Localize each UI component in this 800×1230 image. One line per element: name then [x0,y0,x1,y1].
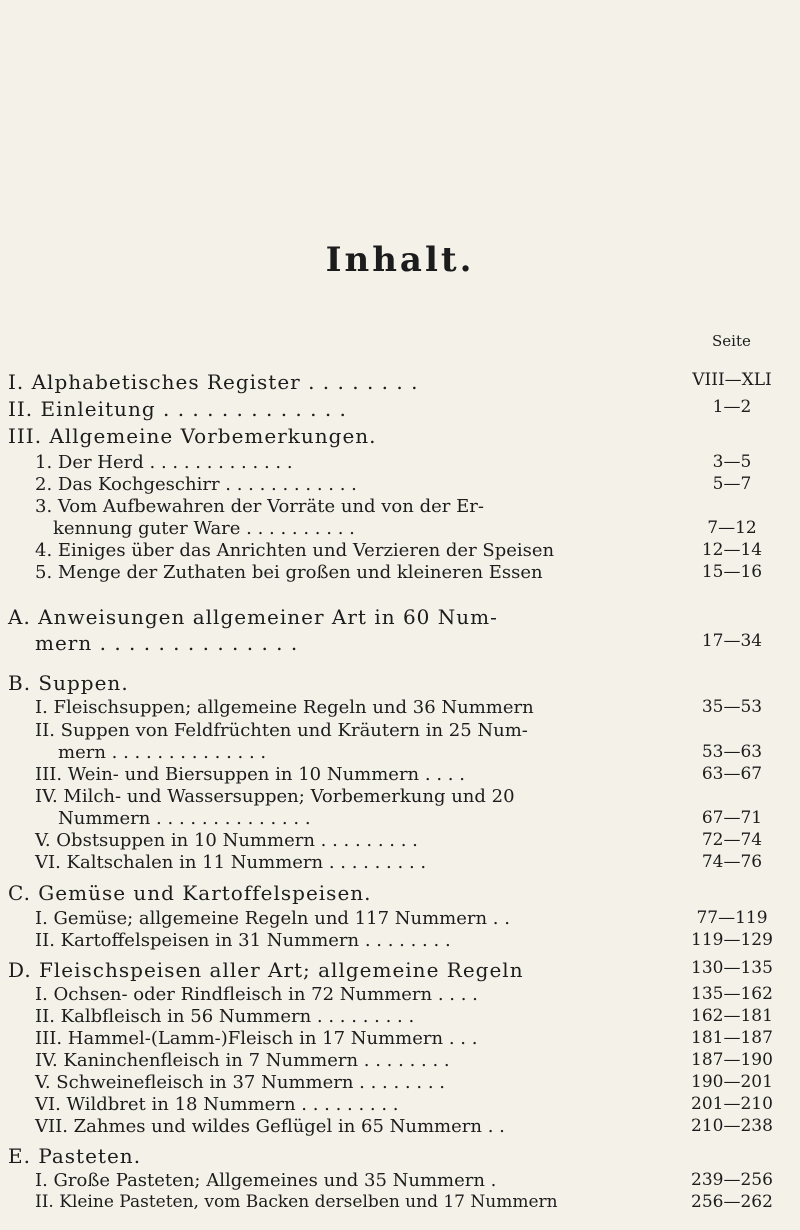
toc-text: B. Suppen. [8,671,129,695]
toc-page: 53—63 [701,742,763,762]
toc-page: 12—14 [701,540,763,560]
toc-entry [0,930,800,956]
toc-page: 77—119 [696,908,768,928]
toc-page: 187—190 [691,1050,773,1070]
toc-page: 63—67 [701,764,763,784]
seite-column-header: Seite [712,332,751,350]
toc-entry [0,370,800,396]
toc-page: 130—135 [691,958,773,978]
toc-text: mern . . . . . . . . . . . . . . [35,631,299,655]
toc-text: E. Pasteten. [8,1144,142,1168]
page-title: Inhalt. [325,240,475,280]
toc-text: IV. Milch- und Wassersuppen; Vorbemerkung und 20 [35,786,515,807]
toc-text: III. Wein- und Biersuppen in 10 Nummern . . . . [35,764,465,785]
toc-text: D. Fleischspeisen aller Art; allgemeine Regeln [8,958,524,982]
toc-text: A. Anweisungen allgemeiner Art in 60 Num- [8,605,498,629]
toc-page: 74—76 [701,852,763,872]
toc-entry [0,852,800,878]
toc-page: 1—2 [712,397,752,417]
toc-page: 239—256 [691,1170,773,1190]
toc-text: II. Kartoffelspeisen in 31 Nummern . . . . . . . . [35,930,451,951]
toc-text: 2. Das Kochgeschirr . . . . . . . . . . . . [35,474,357,495]
toc-text: II. Einleitung . . . . . . . . . . . . . [8,397,347,421]
toc-text: 1. Der Herd . . . . . . . . . . . . . [35,452,293,473]
toc-text: III. Allgemeine Vorbemerkungen. [8,424,377,448]
toc-entry [0,562,800,588]
toc-text: VI. Kaltschalen in 11 Nummern . . . . . . . . . [35,852,427,873]
toc-entry [0,1116,800,1142]
toc-text: VI. Wildbret in 18 Nummern . . . . . . . . . [35,1094,399,1115]
toc-entry [0,605,800,631]
toc-entry [0,424,800,450]
toc-text: III. Hammel-(Lamm-)Fleisch in 17 Nummern . . . [35,1028,478,1049]
toc-text: II. Kalbfleisch in 56 Nummern . . . . . . . . . [35,1006,415,1027]
toc-text: I. Ochsen- oder Rindfleisch in 72 Nummern . . . . [35,984,478,1005]
toc-text: I. Gemüse; allgemeine Regeln und 117 Nummern . . [35,908,510,929]
toc-text: mern . . . . . . . . . . . . . . [58,742,267,763]
toc-text: I. Große Pasteten; Allgemeines und 35 Nummern . [35,1170,497,1191]
toc-text: 5. Menge der Zuthaten bei großen und kleineren Essen [35,562,543,583]
toc-page: 17—34 [701,631,763,651]
toc-entry [0,671,800,697]
toc-text: I. Fleischsuppen; allgemeine Regeln und 36 Nummern [35,697,534,718]
toc-entry [0,397,800,423]
toc-page: 201—210 [691,1094,773,1114]
toc-page: VIII—XLI [692,370,772,390]
toc-text: IV. Kaninchenfleisch in 7 Nummern . . . . . . . . [35,1050,450,1071]
toc-page: 15—16 [701,562,763,582]
toc-page: 210—238 [691,1116,773,1136]
toc-page: 181—187 [691,1028,773,1048]
toc-page: 3—5 [712,452,752,472]
toc-entry [0,958,800,984]
toc-page: 72—74 [701,830,763,850]
toc-entry [0,1144,800,1170]
toc-entry [0,631,800,657]
toc-text: 4. Einiges über das Anrichten und Verzieren der Speisen [35,540,555,561]
toc-page: 35—53 [701,697,763,717]
toc-page: 190—201 [691,1072,773,1092]
toc-text: kennung guter Ware . . . . . . . . . . [53,518,355,539]
toc-entry [0,1192,800,1218]
toc-text: II. Suppen von Feldfrüchten und Kräutern in 25 Num- [35,720,528,741]
toc-page: 135—162 [691,984,773,1004]
toc-page: 256—262 [691,1192,773,1212]
toc-page: 5—7 [712,474,752,494]
toc-text: Nummern . . . . . . . . . . . . . . [58,808,311,829]
toc-entry [0,881,800,907]
toc-text: II. Kleine Pasteten, vom Backen derselben und 17 Nummern [35,1192,558,1212]
toc-text: I. Alphabetisches Register . . . . . . . . [8,370,419,394]
toc-page: 162—181 [691,1006,773,1026]
toc-page: 119—129 [691,930,773,950]
toc-text: V. Schweinefleisch in 37 Nummern . . . . . . . . [35,1072,445,1093]
toc-text: C. Gemüse und Kartoffelspeisen. [8,881,372,905]
toc-page: 67—71 [701,808,763,828]
toc-text: 3. Vom Aufbewahren der Vorräte und von der Er- [35,496,484,517]
toc-page: 7—12 [707,518,757,538]
toc-text: VII. Zahmes und wildes Geflügel in 65 Nummern . . [35,1116,505,1137]
toc-text: V. Obstsuppen in 10 Nummern . . . . . . . . . [35,830,418,851]
